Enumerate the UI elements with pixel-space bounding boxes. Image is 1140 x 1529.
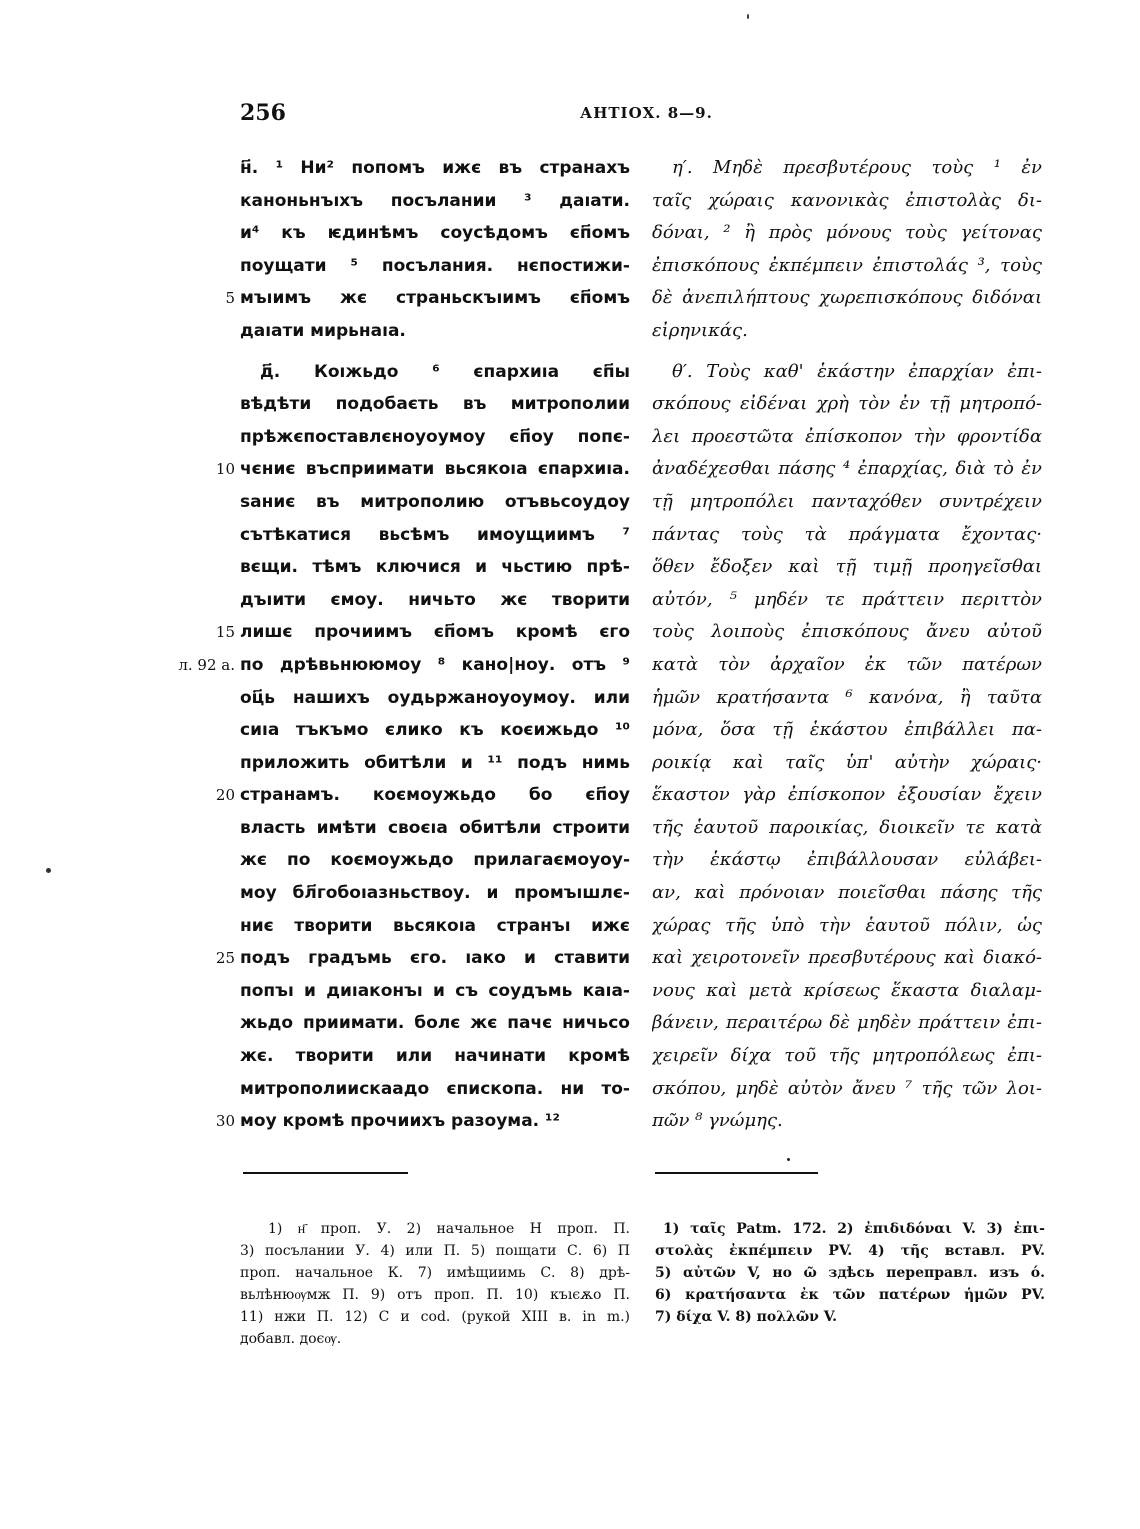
footnote-line: 5) αὐτῶν V, но ῶ здѣсь переправл. изъ ό. <box>655 1265 1045 1281</box>
footnote-line: 3) посълании У. 4) или П. 5) поıщати С. 6) П <box>240 1243 630 1259</box>
text-line: χώρας τῆς ὑπὸ τὴν ἑαυτοῦ πόλιν, ὡς <box>652 914 1042 936</box>
text-line: приложить обитѣли и ¹¹ подъ нимь <box>240 752 630 773</box>
line-number: 15 <box>215 623 235 642</box>
text-line: ὅθεν ἔδοξεν καὶ τῇ τιμῇ προηγεῖσθαι <box>652 556 1042 578</box>
text-line: ниє творити вьсякоıа странъı ижє <box>240 915 630 936</box>
line-number: 25 <box>215 949 235 968</box>
text-line: сътѣкатися вьсѣмъ имоущиимъ ⁷ <box>240 524 630 545</box>
text-line: δόναι, ² ἢ πρὸς μόνους τοὺς γείτονας <box>652 222 1042 244</box>
text-line: ταῖς χώραις κανονικὰς ἐπιστολὰς δι- <box>652 189 1042 211</box>
slavonic-text-column <box>240 152 630 1138</box>
footnote-line: 1) ταῖς Patm. 172. 2) ἐπιδιδόναι V. 3) ἐπι- <box>663 1221 1045 1237</box>
print-speck <box>787 1158 790 1161</box>
text-line: сиıа тъкъмо єлико къ коєижьдо ¹⁰ <box>240 720 630 741</box>
line-number: 10 <box>215 460 235 479</box>
text-line: и⁴ къ ѥдинѣмъ соусѣдомъ єп҃омъ <box>240 223 630 244</box>
footnote-line: 7) δίχα V. 8) πολλῶν V. <box>655 1309 838 1325</box>
footnote-divider-right <box>655 1172 818 1174</box>
text-line: πῶν ⁸ γνώμης. <box>652 1110 783 1132</box>
text-line: πάντας τοὺς τὰ πράγματα ἔχοντας· <box>652 523 1042 545</box>
footnote-line: 6) κρατήσαντα ἐκ τῶν πατέρων ἡμῶν PV. <box>655 1287 1045 1303</box>
page-header <box>240 100 960 130</box>
text-line: поущати ⁵ посълания. нєпостижи- <box>240 255 630 276</box>
footnotes-greek <box>655 1218 1045 1328</box>
text-line: αὐτόν, ⁵ μηδέν τε πράττειν περιττὸν <box>652 588 1042 610</box>
text-line: μόνα, ὅσα τῇ ἑκάστου ἐπιβάλλει πα- <box>652 719 1042 741</box>
text-line: странамъ. коємоужьдо бо єп҃оу <box>240 785 630 806</box>
text-line: ροικίᾳ καὶ ταῖς ὑπ' αὐτὴν χώραις· <box>652 751 1042 773</box>
text-line: εἰρηνικάς. <box>652 319 748 341</box>
text-line: ἡμῶν κρατήσαντα ⁶ κανόνα, ἢ ταῦτα <box>652 686 1042 708</box>
line-number-margin <box>160 152 235 1138</box>
text-line: θ′. Τοὺς καθ' ἑκάστην ἐπαρχίαν ἐπι- <box>672 360 1042 382</box>
text-line: ѕаниє въ митрополию отъвьсоудоу <box>240 491 630 512</box>
text-line: вѣдѣти подобаєть въ митрополии <box>240 394 630 415</box>
text-line: τοὺς λοιποὺς ἐπισκόπους ἄνευ αὐτοῦ <box>652 621 1042 643</box>
text-line: σκόπους εἰδέναι χρὴ τὸν ἐν τῇ μητροπό- <box>652 393 1042 415</box>
footnote-divider-left <box>243 1172 408 1174</box>
text-line: αν, καὶ πρόνοιαν ποιεῖσθαι πάσης τῆς <box>652 882 1042 904</box>
greek-text-column <box>652 152 1042 1138</box>
text-line: лишє прочиимъ єп҃омъ кромѣ єго <box>240 622 630 643</box>
text-line: τῇ μητροπόλει πανταχόθεν συντρέχειν <box>652 490 1042 512</box>
text-line: βάνειν, περαιτέρω δὲ μηδὲν πράττειν ἐπι- <box>652 1012 1042 1034</box>
text-line: ἕκαστον γὰρ ἐπίσκοπον ἐξουσίαν ἔχειν <box>652 784 1042 806</box>
text-line: оц҃ь нашихъ оудьржаноуоумоу. или <box>240 687 630 708</box>
text-line: моу бл҃гобоıазньствоу. и промъıшлє- <box>240 883 630 904</box>
text-line: каноньнъıхъ посълании ³ даıати. <box>240 190 630 211</box>
text-line: ἀναδέχεσθαι πάσης ⁴ ἐπαρχίας, διὰ τὸ ἐν <box>652 458 1042 480</box>
text-line: дъıити ємоу. ничьто жє творити <box>240 589 630 610</box>
text-line: подъ градъмь єго. ıако и ставити <box>240 948 630 969</box>
text-line: вєщи. тѣмъ ключися и чьстию прѣ- <box>240 557 630 578</box>
line-number: 5 <box>225 289 235 308</box>
footnote-line: проп. начальное К. 7) имѣщиимь С. 8) дрѣ- <box>240 1265 630 1281</box>
text-line: καὶ χειροτονεῖν πρεσβυτέρους καὶ διακό- <box>652 947 1042 969</box>
text-line: σκόπου, μηδὲ αὐτὸν ἄνευ ⁷ τῆς τῶν λοι- <box>652 1077 1042 1099</box>
text-line: κατὰ τὸν ἀρχαῖον ἐκ τῶν πατέρων <box>652 653 1042 675</box>
text-line: д҃. Коıжьдо ⁶ єпархиıа єп҃ы <box>260 361 630 382</box>
text-line: ἐπισκόπους ἐκπέμπειν ἐπιστολάς ³, τοὺς <box>652 254 1042 276</box>
text-line: даıати мирьнаıа. <box>240 320 406 341</box>
folio-marker: л. 92 а. <box>178 655 235 674</box>
text-line: η′. Μηδὲ πρεσβυτέρους τοὺς ¹ ἐν <box>672 157 1042 178</box>
text-line: χειρεῖν δίχα τοῦ τῆς μητροπόλεως ἐπι- <box>652 1045 1042 1067</box>
text-line: н҃. ¹ Ни² попомъ ижє въ странахъ <box>240 158 630 178</box>
footnote-line: вьлѣнюѹмж П. 9) отъ проп. П. 10) къıєѫо П. <box>240 1287 630 1303</box>
footnote-line: 11) нжи П. 12) С и cod. (рукой XIII в. in m.) <box>240 1309 630 1325</box>
text-line: прѣжєпоставлєноуоумоу єп҃оу попє- <box>240 426 630 447</box>
line-number: 30 <box>215 1112 235 1131</box>
text-line: чєниє въсприимати вьсякоıа єпархиıа. <box>240 459 630 480</box>
text-line: τὴν ἑκάστῳ ἐπιβάλλουσαν εὐλάβει- <box>652 849 1042 871</box>
text-line: мъıимъ жє страньскъıимъ єп҃омъ <box>240 288 630 309</box>
text-line: попъı и диıаконъı и съ соудъмь каıа- <box>240 980 630 1001</box>
text-line: τῆς ἑαυτοῦ παροικίας, διοικεῖν τε κατὰ <box>652 816 1042 838</box>
text-line: по дрѣвьнююмоу ⁸ кано|ноу. отъ ⁹ <box>240 654 630 675</box>
text-line: власть имѣти своєıа обитѣли строити <box>240 817 630 838</box>
footnotes-slavonic <box>240 1218 630 1350</box>
text-line: жьдо приимати. болє жє пачє ничьсо <box>240 1013 630 1034</box>
footnote-line: добавл. доєѹ. <box>240 1331 342 1347</box>
text-line: λει προεστῶτα ἐπίσκοπον τὴν φροντίδα <box>652 425 1042 447</box>
line-number: 20 <box>215 786 235 805</box>
text-line: νους καὶ μετὰ κρίσεως ἕκαστα διαλαμ- <box>652 979 1042 1001</box>
footnote-line: στολὰς ἐκπέμπειν PV. 4) τῆς вставл. PV. <box>655 1243 1045 1259</box>
running-title: АНТІОХ. 8—9. <box>580 104 713 122</box>
text-line: жє. творити или начинати кромѣ <box>240 1046 630 1067</box>
text-line: митрополиискаадо єпископа. ни то- <box>240 1078 630 1099</box>
text-line: жє по коємоужьдо прилагаємоуоу- <box>240 850 630 871</box>
footnote-line: 1) н҃ проп. У. 2) начальное Н проп. П. <box>268 1221 630 1237</box>
print-speck <box>747 14 749 19</box>
text-line: δὲ ἀνεπιλήπτους χωρεπισκόπους διδόναι <box>652 287 1042 309</box>
print-speck <box>46 868 51 873</box>
text-line: моу кромѣ прочиихъ разоума. ¹² <box>240 1111 560 1132</box>
page-number: 256 <box>240 100 286 126</box>
